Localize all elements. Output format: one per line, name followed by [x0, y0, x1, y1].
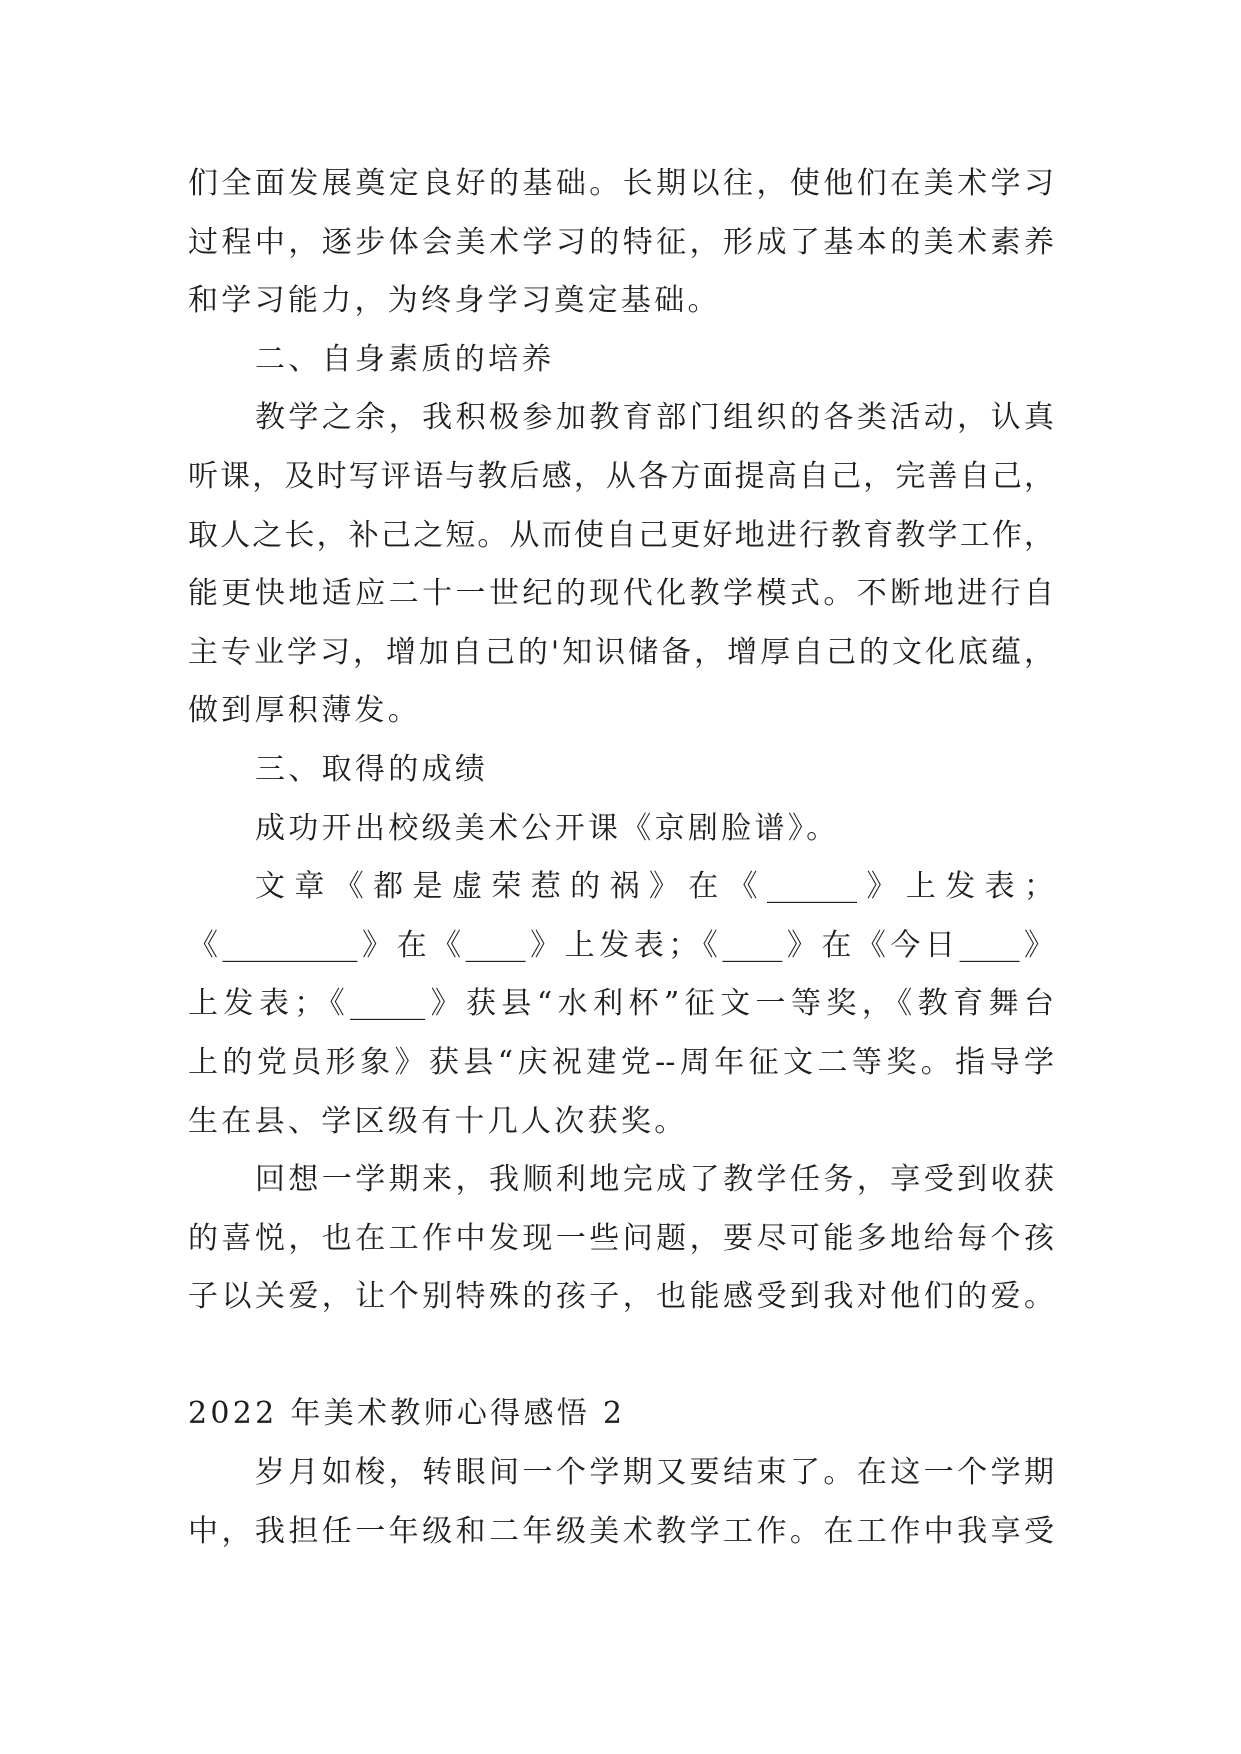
section-title: 2022 年美术教师心得感悟 2 [188, 1396, 626, 1432]
text-line: 做到厚积薄发。 [188, 693, 422, 729]
subheading [188, 741, 1054, 800]
text-line: 上发表；《_____》获县“水利杯”征文一等奖，《教育舞台 [188, 986, 1054, 1022]
text-line: 上的党员形象》获县“庆祝建党--周年征文二等奖。指导学 [188, 1044, 1054, 1080]
text-line: 成功开出校级美术公开课《京剧脸谱》。 [255, 810, 840, 846]
text-line: 中，我担任一年级和二年级美术教学工作。在工作中我享受 [188, 1513, 1054, 1549]
text-line: 回想一学期来，我顺利地完成了教学任务，享受到收获 [255, 1162, 1054, 1198]
text-line: 生在县、学区级有十几人次获奖。 [188, 1103, 688, 1139]
subheading [188, 331, 1054, 390]
text-line: 教学之余，我积极参加教育部门组织的各类活动，认真 [255, 400, 1054, 436]
text-line: 能更快地适应二十一世纪的现代化教学模式。不断地进行自 [188, 576, 1054, 612]
paragraph [188, 858, 1054, 1151]
text-line: 文章《都是虚荣惹的祸》在《______》上发表； [255, 869, 1054, 905]
subheading-text: 二、自身素质的培养 [255, 341, 555, 377]
paragraph [188, 800, 1054, 859]
text-line: 的喜悦，也在工作中发现一些问题，要尽可能多地给每个孩 [188, 1220, 1054, 1256]
document-body [188, 155, 1054, 1561]
text-line: 们全面发展奠定良好的基础。长期以往，使他们在美术学习 [188, 166, 1054, 201]
text-line: 听课，及时写评语与教后感，从各方面提高自己，完善自己， [188, 458, 1054, 494]
paragraph [188, 389, 1054, 741]
paragraph [188, 155, 1054, 331]
text-line: 子以关爱，让个别特殊的孩子，也能感受到我对他们的爱。 [188, 1279, 1054, 1315]
subheading-text: 三、取得的成绩 [255, 751, 489, 787]
text-line: 过程中，逐步体会美术学习的特征，形成了基本的美术素养 [188, 224, 1054, 260]
paragraph [188, 1151, 1054, 1327]
paragraph [188, 1444, 1054, 1561]
text-line: 主专业学习，增加自己的'知识储备，增厚自己的文化底蕴， [188, 634, 1054, 670]
text-line: 《_________》在《____》上发表；《____》在《今日____》 [188, 927, 1054, 963]
text-line: 和学习能力，为终身学习奠定基础。 [188, 283, 721, 319]
text-line: 岁月如梭，转眼间一个学期又要结束了。在这一个学期 [255, 1455, 1054, 1491]
text-line: 取人之长，补己之短。从而使自己更好地进行教育教学工作， [188, 517, 1054, 553]
